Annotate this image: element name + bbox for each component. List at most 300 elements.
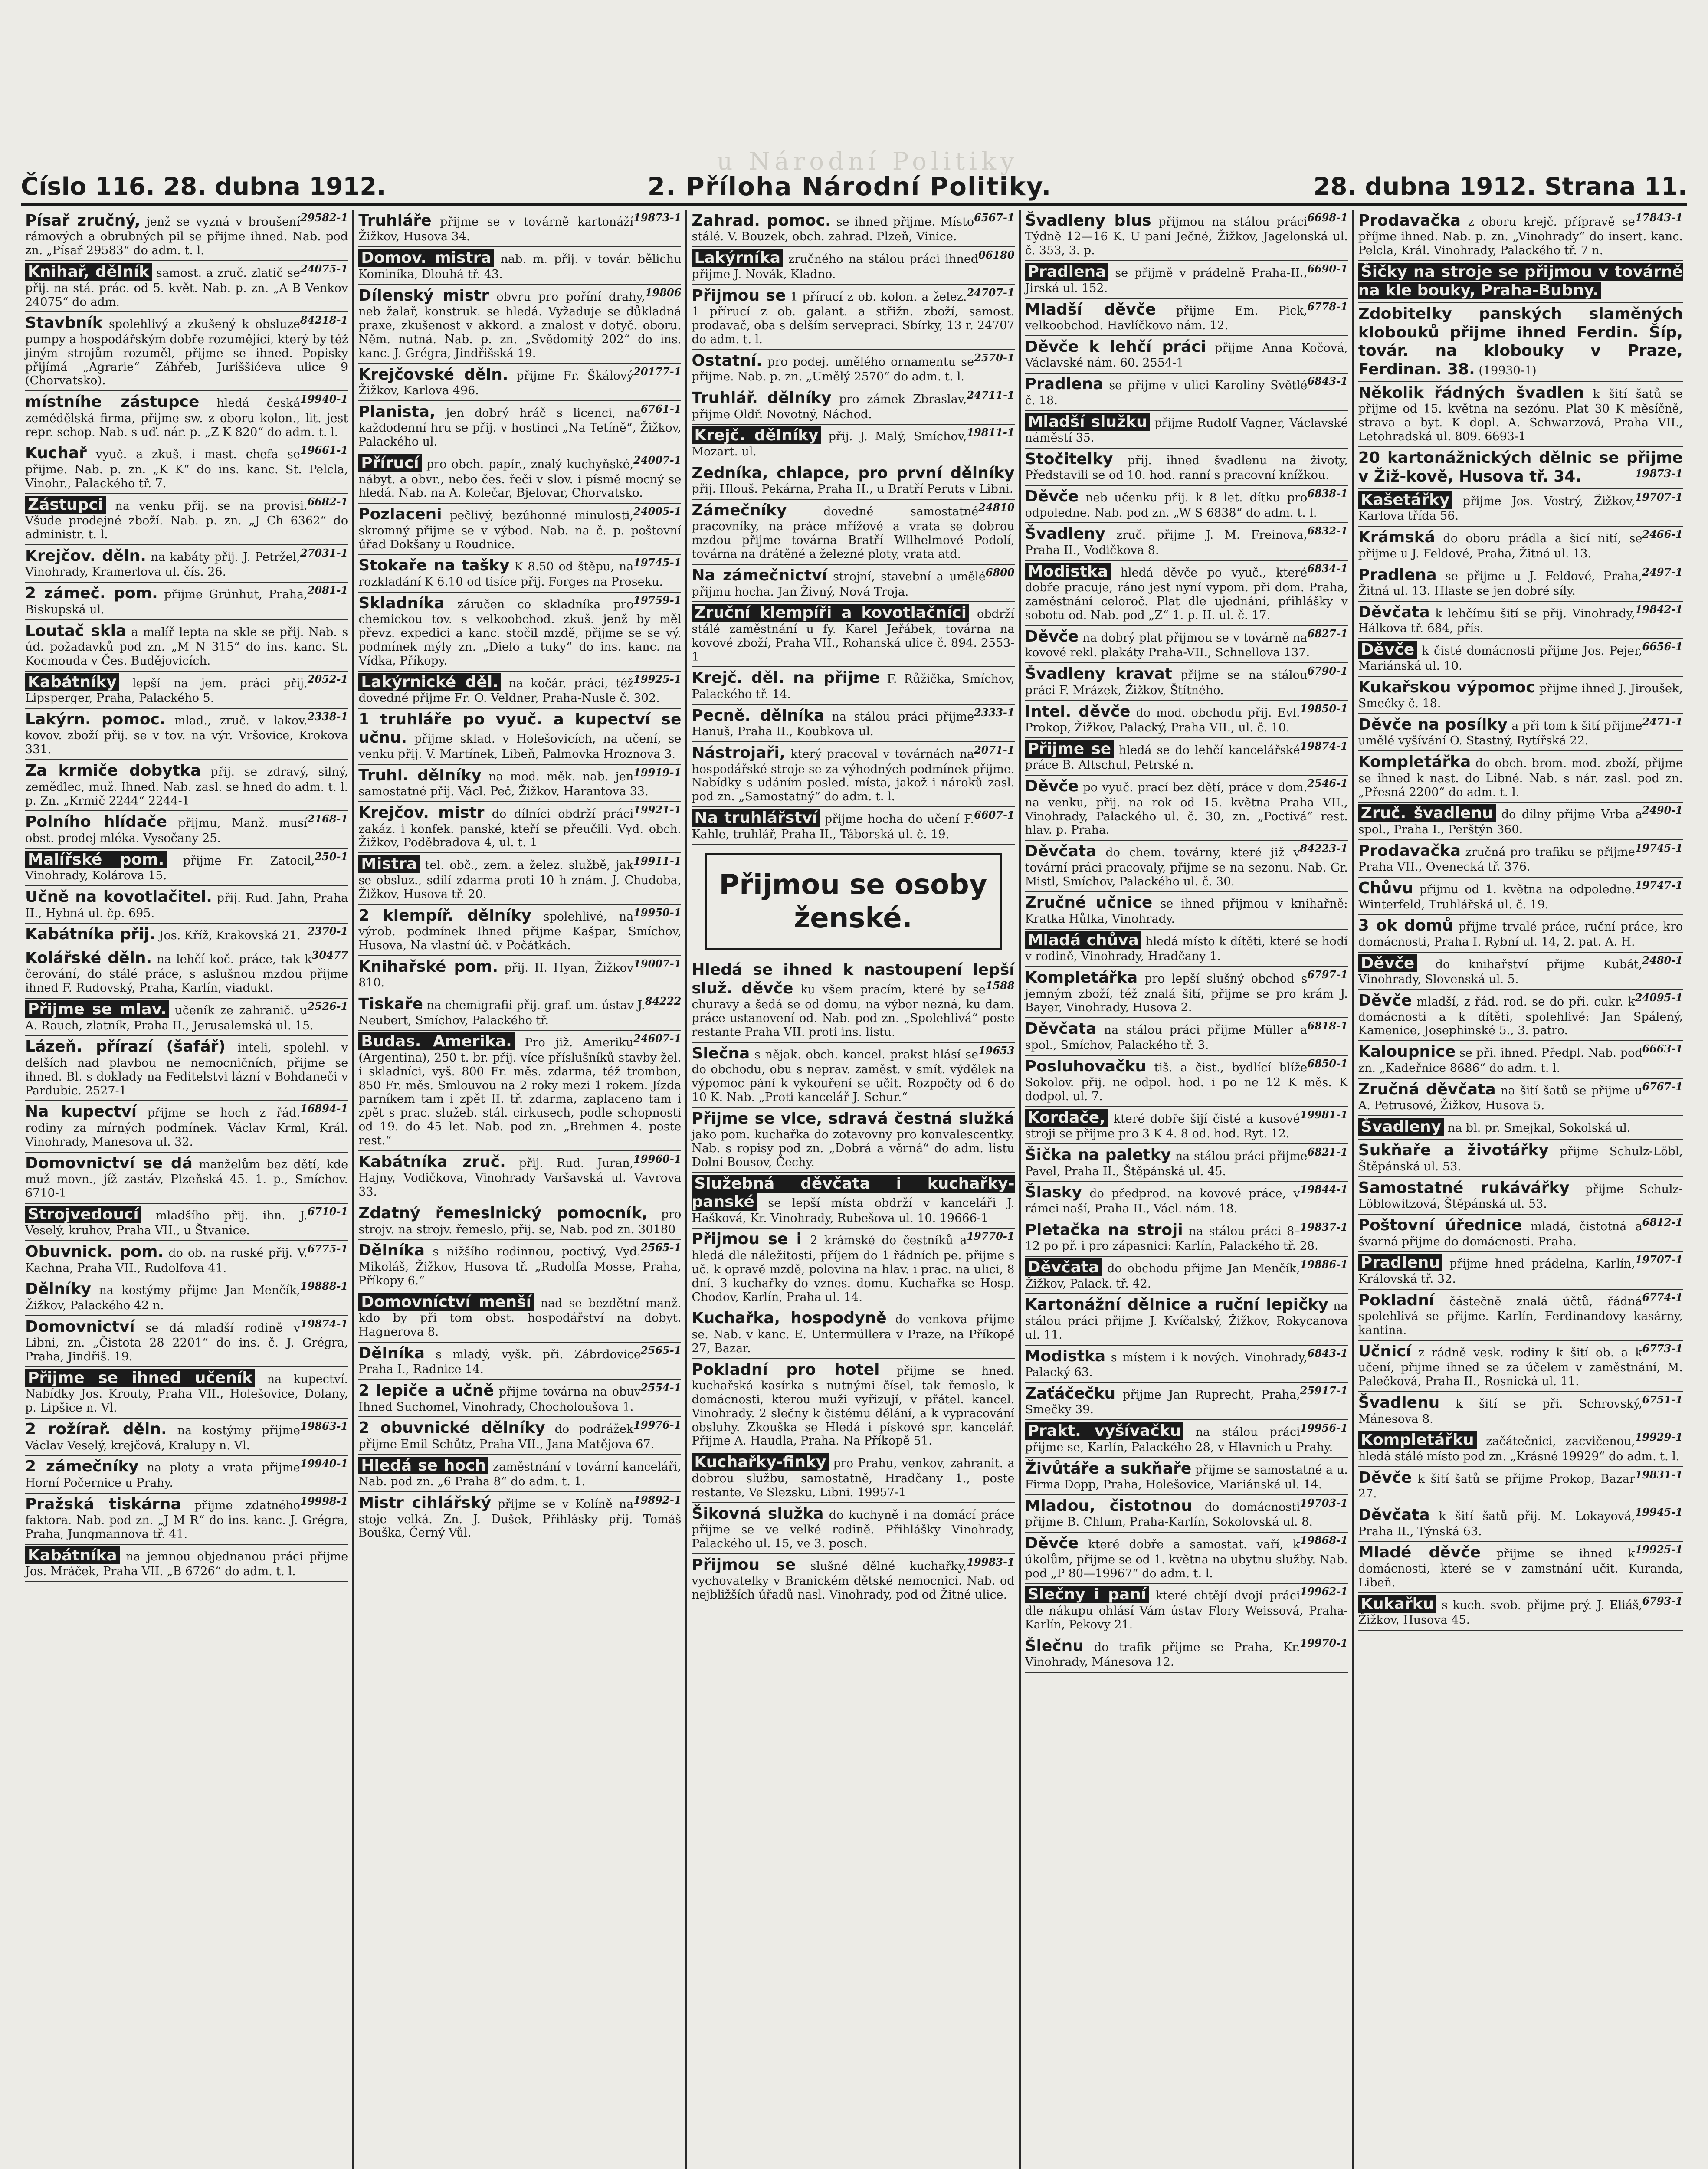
ad-text: do podrážek přijme Emil Schůtz, Praha VII., Jana Matějova 67. bbox=[358, 1422, 655, 1451]
classified-ad bbox=[1025, 210, 1348, 261]
ad-text: přijme Rudolf Vagner, Václavské náměstí 35. bbox=[1025, 416, 1348, 445]
ad-text: se při. ihned. Předpl. Nab. pod zn. „Kadeřnice 8686“ do adm. t. l. bbox=[1358, 1046, 1642, 1075]
ad-reference-number: 19983-1 bbox=[967, 1555, 1015, 1568]
ad-heading: Skladníka bbox=[358, 594, 445, 612]
ad-reference-number: 24075-1 bbox=[300, 262, 348, 275]
classified-ad bbox=[692, 1359, 1014, 1452]
ad-reference-number: 6773-1 bbox=[1642, 1342, 1683, 1355]
ad-reference-number: 19703-1 bbox=[1300, 1496, 1348, 1509]
ad-text: do kuchyně i na domácí práce přijme se ve velké rodině. Přihlášky Vinohrady, Palackého ul. 15, ve 3. posch. bbox=[692, 1508, 1015, 1550]
ad-text: do dílníci obdrží práci zakáz. i konfek. panské, kteří se přeučili. Vyd. obch. Žižkov, Poděbradova 4, ul. t. 1 bbox=[358, 807, 682, 850]
ad-reference-number: 6567-1 bbox=[974, 211, 1015, 224]
ad-heading: Truhl. dělníky bbox=[358, 766, 482, 784]
ad-heading: Kompletářku bbox=[1358, 1431, 1477, 1449]
classified-ad bbox=[25, 672, 348, 709]
ad-text: jako pom. kuchařka do zotavovny pro konvalescentky. Nab. s ropisy pod zn. „Dobrá a věrná“ do adm. listu Dolní Bousov, Čechy. bbox=[692, 1128, 1015, 1169]
ad-heading: Přijme se mlav. bbox=[25, 1000, 169, 1018]
ad-heading: Zedníka, chlapce, pro první dělníky bbox=[692, 464, 1015, 482]
ad-heading: Kuchař bbox=[25, 444, 87, 462]
ad-heading: Slečny i paní bbox=[1025, 1586, 1149, 1603]
ad-heading: Písař zručný, bbox=[25, 212, 141, 229]
classified-ad bbox=[1025, 1584, 1348, 1635]
ad-text: na kabáty přij. J. Petržel, Vinohrady, Kramerlova ul. čís. 26. bbox=[25, 550, 301, 579]
ad-reference-number: 6793-1 bbox=[1642, 1594, 1683, 1607]
ad-reference-number: 84222 bbox=[645, 995, 682, 1008]
ad-heading: Kompletářka bbox=[1025, 969, 1138, 987]
classified-ad bbox=[358, 555, 681, 592]
ad-text: na dobrý plat přijmou se v továrně na kovové rekl. plakáty Praha-VII., Schnellova 137. bbox=[1025, 631, 1310, 660]
classified-ad bbox=[358, 1492, 681, 1543]
ad-reference-number: 19850-1 bbox=[1300, 702, 1348, 715]
classified-ad bbox=[1025, 336, 1348, 374]
ad-text: přij. ihned švadlenu na životy, Představili se od 10. hod. ranní s pracovní knížkou. bbox=[1025, 453, 1348, 482]
ad-heading: Knihař, dělník bbox=[25, 263, 152, 281]
ad-text: se lepší místa obdrží v kanceláři J. Hašková, Kr. Vinohrady, Rubešova ul. 10. 19666-1 bbox=[692, 1196, 1015, 1225]
ad-text: na lehčí koč. práce, tak k čerování, do stálé práce, s aslušnou mzdou přijme ihned F. Rudovský, Praha, Karlín, viadukt. bbox=[25, 952, 348, 995]
classified-ad bbox=[1025, 1635, 1348, 1673]
ad-reference-number: 6698-1 bbox=[1307, 211, 1348, 224]
ad-text: samost. a zruč. zlatič se přij. na stá. prác. od 5. květ. Nab. p. zn. „A B Venkov 24075“ do adm. bbox=[25, 266, 348, 309]
ad-heading: Kabátníky bbox=[25, 673, 119, 691]
classified-ad bbox=[358, 210, 681, 247]
ad-heading: Hledá se hoch bbox=[358, 1457, 488, 1474]
ad-reference-number: 6800 bbox=[985, 566, 1015, 579]
ad-heading: Přijmou se i bbox=[692, 1230, 810, 1248]
ad-reference-number: 19873-1 bbox=[633, 211, 682, 224]
ad-heading: Modistka bbox=[1025, 1347, 1106, 1365]
classified-ad bbox=[1025, 1383, 1348, 1420]
ad-text: se dá mladší rodině v Libni, zn. „Čistota 28 2201“ do ins. č. J. Grégra, Praha, Jindřiš. 19. bbox=[25, 1321, 348, 1364]
ad-text: do předprod. na kovové práce, v rámci naší, Praha II., Václ. nám. 18. bbox=[1025, 1187, 1300, 1216]
classified-ad bbox=[1025, 967, 1348, 1018]
classified-ad bbox=[1025, 1182, 1348, 1219]
classified-ad bbox=[1025, 299, 1348, 336]
ad-text: na kostýmy přijme Jan Menčík, Žižkov, Palackého 42 n. bbox=[25, 1284, 301, 1312]
ad-reference-number: 19998-1 bbox=[300, 1494, 348, 1507]
ad-heading: Pozlaceni bbox=[358, 505, 442, 524]
ad-reference-number: 2565-1 bbox=[640, 1343, 682, 1356]
ad-reference-number: 19976-1 bbox=[633, 1419, 682, 1432]
classified-ad bbox=[358, 1291, 681, 1343]
ad-reference-number: 19661-1 bbox=[300, 444, 348, 457]
column-5 bbox=[1354, 210, 1687, 2169]
ad-reference-number: 2490-1 bbox=[1642, 804, 1683, 817]
ad-heading: Chůvu bbox=[1358, 879, 1413, 898]
classified-ad bbox=[1358, 447, 1683, 489]
ad-text: k šití šatů se přijme od 15. května na sezónu. Plat 30 K měsíčně, strava a byt. K dopl. A. Schwarzová, Praha VII., Letohradská ul. 809. 6693-1 bbox=[1358, 387, 1683, 444]
classified-ad bbox=[1358, 1429, 1683, 1467]
ad-heading: Na truhlářství bbox=[692, 809, 820, 827]
ad-text: přijme Fr. Zatocil, Vinohrady, Kolárova 15. bbox=[25, 854, 315, 883]
ad-heading: Kuchařka, hospodyně bbox=[692, 1309, 887, 1327]
ad-text: hledá děvče po vyuč., které dobře pracuje, ráno jest nyní vypom. při dom. Praha, zaměstnání celoroč. Plat dle ujednání, přihlášky v sobotu od. Nab. pod „Z“ 1. p. II. ul. č. 17. bbox=[1025, 566, 1348, 622]
ad-heading: Mistr cihlářský bbox=[358, 1494, 492, 1512]
ad-reference-number: 19874-1 bbox=[1300, 739, 1348, 752]
classified-ad bbox=[358, 1151, 681, 1202]
classified-ad bbox=[1025, 449, 1348, 486]
ad-heading: Mladší služku bbox=[1025, 413, 1150, 431]
ad-reference-number: 6843-1 bbox=[1307, 375, 1348, 388]
ad-text: přijme Grünhut, Praha, Biskupská ul. bbox=[25, 588, 308, 616]
ad-heading: Učně na kovotlačitel. bbox=[25, 888, 212, 906]
classified-ad bbox=[1025, 1018, 1348, 1055]
classified-ad bbox=[692, 500, 1014, 565]
classified-ad bbox=[1025, 1495, 1348, 1533]
classified-ad bbox=[25, 1204, 348, 1241]
ad-heading: Kompletářka bbox=[1358, 753, 1471, 771]
ad-text: inteli, spolehl. v delších nad plavbou ne nemocničních, přijme se ihned. Bl. s doklady na Feditelstvi lázní v Bohdaneči v Pardubic. 2527-1 bbox=[25, 1041, 348, 1098]
ad-reference-number: 24005-1 bbox=[633, 505, 682, 518]
ad-text: přijme trvalé práce, ruční práce, kro domácnosti, Praha I. Rybní ul. 14, 2. pat. A. H. bbox=[1358, 920, 1683, 949]
ad-text: pro podej. umělého ornamentu se přijme. Nab. p. zn. „Umělý 2570“ do adm. t. l. bbox=[692, 355, 974, 384]
section-heading-box: Přijmou se osoby ženské. bbox=[705, 853, 1001, 950]
ad-heading: Strojvedoucí bbox=[25, 1206, 141, 1223]
ad-reference-number: 16894-1 bbox=[300, 1102, 348, 1115]
ad-reference-number: 25917-1 bbox=[1300, 1384, 1348, 1397]
ad-heading: Služebná děvčata i kuchařky-panské bbox=[692, 1174, 1015, 1211]
ad-heading: Mladé děvče bbox=[1358, 1543, 1481, 1562]
ad-reference-number: 19940-1 bbox=[300, 393, 348, 406]
ad-text: částečně znalá účtů, řádná spolehlivá se přijme. Karlín, Ferdinandovy kasárny, kantina. bbox=[1358, 1294, 1683, 1337]
ad-text: mlad., zruč. v lakov. kovov. zboží přij. se v tov. na výr. Vršovice, Krokova 331. bbox=[25, 714, 348, 757]
ad-text: se přijme u J. Feldové, Praha, Žitná ul. 13. Hlaste se jen dobré síly. bbox=[1358, 569, 1642, 598]
ad-text: pro zámek Zbraslav, přijme Oldř. Novotný, Náchod. bbox=[692, 393, 967, 421]
classified-ad bbox=[25, 1367, 348, 1419]
classified-ad bbox=[1025, 486, 1348, 523]
ad-heading: Šlečnu bbox=[1025, 1637, 1084, 1655]
classified-ad bbox=[358, 853, 681, 904]
ad-text: s místem i k nových. Vinohrady, Palacký 63. bbox=[1025, 1350, 1308, 1379]
ad-reference-number: 19863-1 bbox=[300, 1420, 348, 1433]
masthead-title: 2. Příloha Národní Politiky. bbox=[647, 172, 1052, 201]
ad-reference-number: 19745-1 bbox=[633, 556, 682, 569]
classified-ad bbox=[25, 1036, 348, 1101]
ad-heading: Pradlena bbox=[1358, 566, 1437, 584]
classified-ad bbox=[25, 811, 348, 849]
ad-heading: Zdobitelky panských slaměných klobouků přijme ihned Ferdin. Šíp, továr. na klobouky v Praze, Ferdinan. 38. bbox=[1358, 305, 1683, 378]
ad-text: přij. Rud. Juran, Hajny, Vodičkova, Vinohrady Varšavská ul. Vavrova 33. bbox=[358, 1156, 682, 1199]
ad-text: na mod. měk. nab. jen samostatné přij. Václ. Peč, Žižkov, Harantova 33. bbox=[358, 770, 649, 799]
ad-heading: Lakýrníka bbox=[692, 249, 783, 267]
ad-text: na ploty a vrata přijme Horní Počernice u Prahy. bbox=[25, 1461, 301, 1490]
ad-reference-number: 24707-1 bbox=[967, 286, 1015, 299]
ad-text: nad se bezdětní manž. kdo by při tom obst. hospodářství na dobyt. Hagnerova 8. bbox=[358, 1296, 682, 1339]
ad-reference-number: 30477 bbox=[311, 948, 348, 961]
classified-ad bbox=[358, 1455, 681, 1492]
ad-reference-number: 6821-1 bbox=[1307, 1146, 1348, 1159]
ad-heading: Prodavačka bbox=[1358, 842, 1461, 860]
ad-text: na kočár. práci, též dovedné přijme Fr. O. Veldner, Praha-Nusle č. 302. bbox=[358, 676, 660, 705]
ad-text: vyuč. a zkuš. i mast. chefa se přijme. Nab. p. zn. „K K“ do ins. kanc. St. Pelcla, Vinohr., Palackého tř. 7. bbox=[25, 448, 348, 490]
ad-reference-number: 2052-1 bbox=[307, 672, 348, 685]
classified-ad bbox=[25, 1545, 348, 1582]
classified-ad bbox=[358, 247, 681, 285]
ad-text: obvru pro poříní drahy, neb žalař, konstruk. se hledá. Vyžaduje se důkladná praxe, zkušenost v akkord. a znalost v dotyč. oboru. Něm. nutná. Nab. p. zn. „Svědomitý 202“ do ins. kanc. J. Grégra, Jindřišská 19. bbox=[358, 290, 682, 360]
column-3 bbox=[687, 210, 1020, 2169]
ad-heading: Děvče bbox=[1358, 641, 1417, 659]
classified-ad bbox=[25, 391, 348, 442]
classified-ad bbox=[358, 452, 681, 504]
ad-heading: Kordače, bbox=[1025, 1109, 1108, 1127]
ad-reference-number: 19960-1 bbox=[633, 1152, 682, 1165]
classified-ad bbox=[1358, 602, 1683, 639]
classified-ad bbox=[692, 1108, 1014, 1173]
ad-heading: Intel. děvče bbox=[1025, 702, 1131, 721]
classified-ad bbox=[1358, 210, 1683, 261]
ad-heading: Přijmou se bbox=[692, 1556, 796, 1574]
classified-ad bbox=[1358, 751, 1683, 803]
ad-heading: Prodavačka bbox=[1358, 212, 1461, 229]
ad-text: se přijmě v prádelně Praha-II., Jirská ul. 152. bbox=[1025, 266, 1308, 295]
classified-ad bbox=[692, 565, 1014, 602]
ad-text: na stálou práci přijme J. Kvíčalský, Žižkov, Rokycanova ul. 11. bbox=[1025, 1299, 1348, 1342]
ad-heading: 1 truhláře po vyuč. a kupectví se učnu. bbox=[358, 711, 682, 747]
ad-heading: Dělníky bbox=[25, 1280, 92, 1298]
ad-heading: Kabátníka bbox=[25, 1546, 120, 1564]
ad-reference-number: 19747-1 bbox=[1635, 879, 1683, 892]
ad-heading: Kukařskou výpomoc bbox=[1358, 678, 1535, 696]
ad-text: na kupectví. Nabídky Jos. Krouty, Praha VII., Holešovice, Dolany, p. Lipšice n. Vl. bbox=[25, 1372, 348, 1415]
ad-heading: Zruč. švadlenu bbox=[1358, 804, 1496, 822]
ad-text: učeník ze zahranič. u A. Rauch, zlatník, Praha II., Jerusalemská ul. 15. bbox=[25, 1004, 314, 1032]
classified-ad bbox=[1025, 892, 1348, 929]
ad-text: na stálou práci přijme Pavel, Praha II., Štěpánská ul. 45. bbox=[1025, 1150, 1308, 1178]
ad-reference-number: 6832-1 bbox=[1307, 524, 1348, 537]
ad-heading: Kolářské děln. bbox=[25, 949, 152, 967]
ad-heading: Dílenský mistr bbox=[358, 286, 489, 305]
classified-ad bbox=[1358, 1079, 1683, 1116]
ad-heading: Děvče na posílky bbox=[1358, 715, 1508, 734]
ad-heading: Přijme se ihned učeník bbox=[25, 1369, 255, 1387]
classified-ad bbox=[358, 956, 681, 993]
classified-ad bbox=[1025, 1144, 1348, 1182]
ad-reference-number: 19868-1 bbox=[1300, 1534, 1348, 1547]
classified-ad bbox=[1025, 1346, 1348, 1383]
ad-text: spolehlivý a zkušený k obsluze pumpy a hospodářským dobře rozumějící, který by též jiným strojům rozuměl, přijme se ihned. Popisky přijímá „Agrarie“ Záhřeb, Juriššićeva ulice 9 (Chorvatsko). bbox=[25, 318, 348, 388]
classified-ad bbox=[1358, 878, 1683, 915]
ad-text: jenž se vyzná v broušení rámových a obrubných pil se přijme ihned. Nab. pod zn. „Písař 29583“ do adm. t. l. bbox=[25, 215, 348, 258]
ad-reference-number: 19874-1 bbox=[300, 1317, 348, 1330]
classified-ad bbox=[25, 1316, 348, 1367]
classified-ad bbox=[1358, 1116, 1683, 1140]
ad-text: začátečnici, zacvičenou, hledá stálé místo pod zn. „Krásné 19929“ do adm. t. l. bbox=[1358, 1435, 1680, 1463]
classified-ad bbox=[1025, 1056, 1348, 1107]
ad-reference-number: 19707-1 bbox=[1635, 1253, 1683, 1266]
ad-reference-number: 84218-1 bbox=[300, 314, 348, 327]
ad-reference-number: 6751-1 bbox=[1642, 1393, 1683, 1406]
ad-heading: Poštovní úřednice bbox=[1358, 1216, 1522, 1235]
ad-heading: Pletačka na stroji bbox=[1025, 1221, 1183, 1239]
classified-ad bbox=[1358, 303, 1683, 382]
classified-ad bbox=[358, 1031, 681, 1151]
ad-heading: Přijmou se bbox=[692, 286, 786, 305]
classified-ad bbox=[25, 849, 348, 886]
classified-ad bbox=[358, 1417, 681, 1455]
ad-reference-number: 19811-1 bbox=[967, 426, 1015, 439]
ad-reference-number: 19844-1 bbox=[1300, 1183, 1348, 1196]
classified-ad bbox=[692, 1173, 1014, 1229]
classified-ad bbox=[358, 905, 681, 956]
ad-heading: Děvče bbox=[1358, 954, 1417, 972]
ad-text: přijme továrna na obuv Ihned Suchomel, Vinohrady, Chocholoušova 1. bbox=[358, 1385, 641, 1414]
ad-heading: Mistra bbox=[358, 855, 420, 873]
ad-text: přij. Rud. Jahn, Praha II., Hybná ul. čp. 695. bbox=[25, 891, 348, 920]
ad-reference-number: 2168-1 bbox=[307, 813, 348, 826]
classified-ad bbox=[25, 545, 348, 583]
ad-text: mladá, čistotná a švarná přijme do domácnosti. Praha. bbox=[1358, 1220, 1642, 1248]
ad-reference-number: 19770-1 bbox=[967, 1230, 1015, 1243]
ad-heading: Zahrad. pomoc. bbox=[692, 212, 831, 229]
ad-text: hledá česká zemědělská firma, přijme sw. z oboru kolon., lit. jest repr. schop. Nab. s uď. nár. p. „Z K 820“ do adm. t. l. bbox=[25, 396, 348, 439]
ad-heading: Pokladní pro hotel bbox=[692, 1360, 880, 1379]
classified-ad bbox=[358, 672, 681, 709]
ad-text: a malíř lepta na skle se přij. Nab. s úd. požadavků pod zn. „M N 315“ do ins. kanc. St. Kocmouda v Čes. Budějovicích. bbox=[25, 625, 348, 668]
ad-heading: Domov. mistra bbox=[358, 249, 494, 267]
ad-reference-number: 6663-1 bbox=[1642, 1042, 1683, 1055]
ad-text: přijme Fr. Škálový Žižkov, Karlova 496. bbox=[358, 369, 634, 398]
ad-text: záručen co skladníka pro chemickou tov. s velkoobchod. zkuš. jenž by měl převz. expedici a kanc. stočil mzdě, přijme se se vý. podmínek mýly zn. „Dielo a tuky“ do ins. kanc. na Vídka, Příkopy. bbox=[358, 597, 682, 668]
ad-heading: Prakt. vyšívačku bbox=[1025, 1422, 1184, 1440]
classified-ad bbox=[692, 1307, 1014, 1359]
ad-reference-number: 19745-1 bbox=[1635, 841, 1683, 854]
classified-ad bbox=[1025, 374, 1348, 411]
ad-text: se ihned přijme. Místo stálé. V. Bouzek, obch. zahrad. Plzeň, Vinice. bbox=[692, 215, 974, 244]
classified-ad bbox=[1025, 626, 1348, 663]
ad-heading: Švadleny bbox=[1025, 525, 1105, 543]
classified-ad bbox=[1358, 1392, 1683, 1429]
ad-heading: Za krmiče dobytka bbox=[25, 762, 201, 780]
ad-heading: Domovnictví se dá bbox=[25, 1154, 193, 1172]
ad-reference-number: 2526-1 bbox=[307, 1000, 348, 1013]
ad-heading: Krejč. děl. na přijme bbox=[692, 669, 880, 687]
ad-heading: 20 kartonážnických dělnic se přijme v Žiž-kově, Husova tř. 34. bbox=[1358, 449, 1683, 485]
classified-ad bbox=[25, 261, 348, 312]
ad-text: přijme sklad. v Holešovicích, na učení, se venku přij. V. Martínek, Libeň, Palmovka Hroznova 3. bbox=[358, 732, 682, 761]
ad-heading: 2 rožírař. děln. bbox=[25, 1420, 167, 1438]
classified-ad bbox=[1358, 803, 1683, 840]
ad-reference-number: 29582-1 bbox=[300, 211, 348, 224]
ad-text: zručného na stálou práci ihned přijme J. Novák, Kladno. bbox=[692, 252, 979, 281]
ad-reference-number: 19970-1 bbox=[1300, 1636, 1348, 1649]
ad-text: s mladý, vyšk. při. Zábrdovice Praha I., Radnice 14. bbox=[358, 1347, 641, 1376]
classified-ad bbox=[25, 886, 348, 924]
ad-text: tiš. a čist., bydlící blíže Sokolov. přij. ne odpol. hod. i po ne 12 K měs. K dodpol. ul. 7. bbox=[1025, 1061, 1348, 1103]
ad-reference-number: 24095-1 bbox=[1635, 991, 1683, 1004]
classified-ad bbox=[692, 210, 1014, 247]
ad-heading: Pradlena bbox=[1025, 375, 1104, 393]
ad-reference-number: 19873-1 bbox=[1635, 467, 1683, 480]
ad-text: do domácnosti přijme B. Chlum, Praha-Karlín, Sokolovská ul. 8. bbox=[1025, 1500, 1313, 1529]
ad-text: k šití šatů přij. M. Lokayová, Praha II., Týnská 63. bbox=[1358, 1510, 1635, 1538]
classified-ad bbox=[25, 583, 348, 620]
ad-reference-number: 06180 bbox=[978, 249, 1015, 262]
ad-text: přijme se hoch z řád. rodiny za mírných podmínek. Václav Krml, Král. Vinohrady, Manesova ul. 32. bbox=[25, 1106, 348, 1149]
ad-text: mladší, z řád. rod. se do při. cukr. k domácnosti a k dítěti, spolehlivé: Jan Spálený, Kamenice, Josephinské 5., 3. patro. bbox=[1358, 995, 1683, 1038]
classified-columns bbox=[21, 210, 1687, 2169]
classified-ad bbox=[1025, 261, 1348, 298]
ad-text: přijmou na stálou práci Týdně 12—16 K. U paní Ječné, Žižkov, Jagelonská ul. č. 353, 3. p. bbox=[1025, 215, 1348, 258]
ad-text: neb učenku přij. k 8 let. dítku pro odpoledne. Nab. pod zn. „W S 6838“ do adm. t. l. bbox=[1025, 491, 1317, 520]
classified-ad bbox=[358, 802, 681, 853]
classified-ad bbox=[692, 742, 1014, 807]
ad-reference-number: 19929-1 bbox=[1635, 1431, 1683, 1444]
classified-ad bbox=[1358, 261, 1683, 303]
ad-reference-number: 6843-1 bbox=[1307, 1347, 1348, 1360]
classified-ad bbox=[1025, 1458, 1348, 1495]
ad-text: z rádně vesk. rodiny k šití ob. a k učení, přijme ihned se za účelem v zaměstnání, M. Palečková, Praha II., Rosnická ul. 11. bbox=[1358, 1346, 1683, 1389]
ad-text: přijme Anna Kočová, Václavské nám. 60. 2554-1 bbox=[1025, 341, 1348, 370]
ad-reference-number: 19759-1 bbox=[633, 593, 682, 606]
ad-heading: Kartonážní dělnice a ruční lepičky bbox=[1025, 1296, 1328, 1314]
ad-heading: Děvčata bbox=[1358, 603, 1430, 621]
ad-heading: Zámečníky bbox=[692, 501, 787, 520]
ad-text: do obchodu přijme Jan Menčík, Žižkov, Palack. tř. 42. bbox=[1025, 1262, 1300, 1291]
ad-text: přijme Schulz-Löblowitzová, Štěpánská ul. 53. bbox=[1358, 1182, 1683, 1211]
ad-heading: Mladá chůva bbox=[1025, 931, 1141, 949]
ad-heading: Mladší děvče bbox=[1025, 300, 1156, 318]
ad-text: přijme hocha do učení F. Kahle, truhlář, Praha II., Táborská ul. č. 19. bbox=[692, 813, 974, 841]
ad-reference-number: 6767-1 bbox=[1642, 1080, 1683, 1093]
ad-heading: 2 lepiče a učně bbox=[358, 1382, 494, 1400]
ad-heading: Šičky na stroje se přijmou v továrně na kle bouky, Praha-Bubny. bbox=[1358, 263, 1683, 299]
ad-text: s nějak. obch. kancel. prakst hlásí se do obchodu, obu s neprav. zaměst. v smít. výdělek na výpomoc pání k vykouření se učit. Rozpočty od 6 do 10 K. Nab. „Proti kancelář J. Schur.“ bbox=[692, 1048, 1015, 1104]
ad-reference-number: 6818-1 bbox=[1307, 1019, 1348, 1032]
ad-text: přij. se zdravý, silný, zeměďlec, muž. Ihned. Nab. zasl. se hned do adm. t. l. p. Zn. „Krmič 2244“ 2244-1 bbox=[25, 765, 348, 808]
ad-text: do oboru prádla a šicí nití, se přijme u J. Feldové, Praha, Žitná ul. 13. bbox=[1358, 532, 1642, 560]
ad-reference-number: 6834-1 bbox=[1307, 562, 1348, 575]
classified-ad bbox=[692, 705, 1014, 742]
ad-text: pro strojv. na strojv. řemeslo, přij. se, Nab. pod zn. 30180 bbox=[358, 1208, 682, 1236]
ad-text: přijme Jan Ruprecht, Praha, Smečky 39. bbox=[1025, 1388, 1300, 1417]
classified-ad bbox=[25, 760, 348, 811]
ad-text: pečlivý, bezúhonné minulosti, skromný přijme se v výbod. Nab. na č. p. poštovní úřad Dokšany u Roudnice. bbox=[358, 509, 682, 551]
classified-ad bbox=[1025, 561, 1348, 626]
ad-reference-number: 2570-1 bbox=[974, 351, 1015, 364]
classified-ad bbox=[692, 959, 1014, 1043]
ad-reference-number: 6690-1 bbox=[1307, 262, 1348, 275]
ad-heading: Šikovná služka bbox=[692, 1504, 824, 1523]
classified-ad bbox=[25, 442, 348, 494]
ad-reference-number: 20177-1 bbox=[633, 365, 682, 378]
ad-heading: 2 zámeč. pom. bbox=[25, 584, 158, 603]
classified-ad bbox=[1025, 663, 1348, 701]
classified-ad bbox=[358, 593, 681, 672]
ad-text: přij. II. Hyan, Žižkov 810. bbox=[358, 961, 634, 990]
ad-text: na chemigrafii přij. graf. um. ústav J. Neubert, Smíchov, Palackého tř. bbox=[358, 999, 645, 1027]
ad-text: přijme zdatného faktora. Nab. pod zn. „J M R“ do ins. kanc. J. Grégra, Praha, Jungmannova tř. 41. bbox=[25, 1498, 348, 1541]
ad-heading: Nástrojaři, bbox=[692, 744, 786, 762]
ad-text: z oboru krejč. přípravě se příjme ihned. Nab. p. zn. „Vinohrady“ do insert. kanc. Pelcla, Král. Vinohrady, Palackého tř. 7 n. bbox=[1358, 215, 1683, 258]
ad-heading: 2 klempíř. dělníky bbox=[358, 906, 531, 924]
ad-text: zaměstnání v tovární kanceláři, Nab. pod zn. „6 Praha 8“ do adm. t. 1. bbox=[358, 1460, 682, 1489]
classified-ad bbox=[1358, 527, 1683, 564]
ad-text: po vyuč. prací bez dětí, práce v dom. na venku, přij. na rok od 15. května Praha VII., Vinohrady, Palackého ul. č. 30, zn. „Poctivá“ rest. hlav. p. Praha. bbox=[1025, 781, 1348, 837]
ad-reference-number: 2497-1 bbox=[1642, 565, 1683, 578]
ad-reference-number: 6850-1 bbox=[1307, 1057, 1348, 1070]
classified-ad bbox=[358, 709, 681, 765]
ad-heading: Švadleny kravat bbox=[1025, 665, 1172, 683]
classified-ad bbox=[1358, 840, 1683, 878]
ad-heading: Kabátníka přij. bbox=[25, 925, 156, 944]
ad-reference-number: 2471-1 bbox=[1642, 715, 1683, 728]
ad-heading: Samostatné rukávářky bbox=[1358, 1179, 1570, 1197]
ad-heading: Hledá se ihned k nastoupení lepší služ. děvče bbox=[692, 961, 1015, 997]
ad-reference-number: 19950-1 bbox=[633, 906, 682, 919]
classified-ad bbox=[358, 1202, 681, 1240]
ad-heading: Ostatní. bbox=[692, 351, 762, 370]
classified-ad bbox=[1358, 990, 1683, 1041]
ad-text: 2 krámské do čestníků a hledá dle náležitosti, příjem do 1 řádních pe. přijme s uč. k opravě mzdě, polovina na hlav. i prac. na ulici, 8 dní. 3 kuchařky do vznes. domu. Kuchařka se Hosp. Chodov, Karlín, Praha ul. 14. bbox=[692, 1234, 1015, 1304]
